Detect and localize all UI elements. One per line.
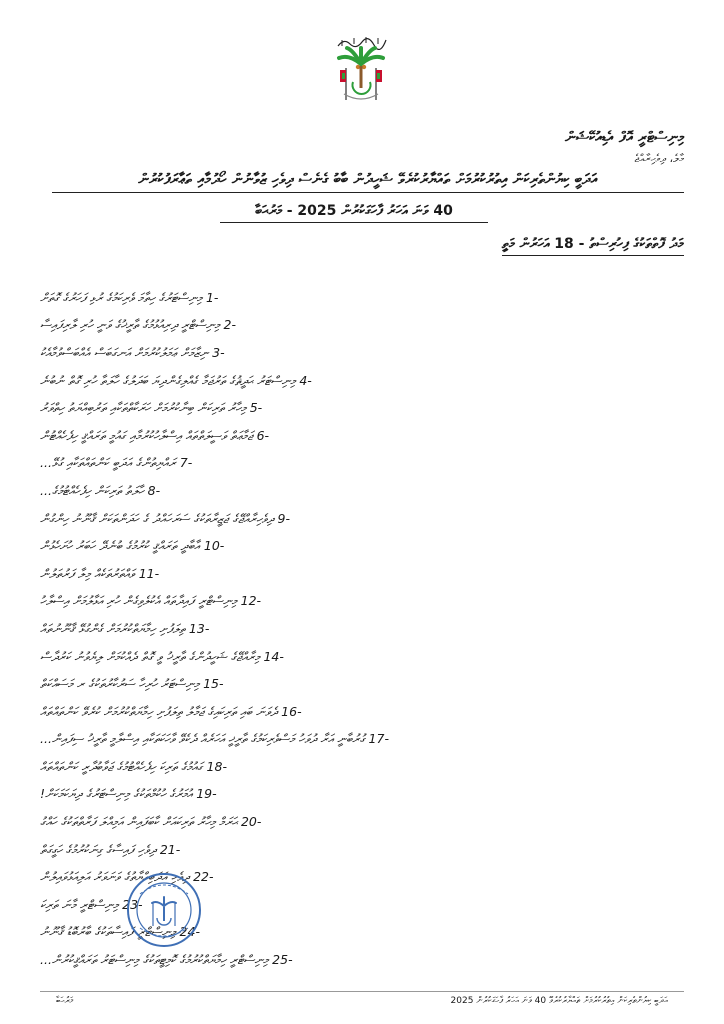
list-item: -21 ދިވެހި ފައިސާގެ ގިނަކުރުމުގެ ހަގީގަތް (40, 841, 181, 857)
list-item: -1 މިނިސްޓަރުގެ ހިތާމަ ވެރިކަމުގެ ރުޅި ފަހަރުގެ ގޮތަށް (40, 289, 219, 305)
footer-right-text: އަދަބީ ކިޔުންތެރިކަން އިތުރުކުރުމަށް ތައްޔާރުކުރެވޭ 40 ވަނަ އަހަރު ފާހަގަކުރުން 2025 (450, 996, 668, 1006)
footer-divider (40, 991, 684, 992)
list-item: -24 މިނިސްޓްރީ ފައިސާތަކުގެ ބާރުބޮޑު ޤާނޫނު (40, 924, 200, 940)
list-item: -4 މިނިސްޓަރު ޙަދީޘުގެ ތަރުޖަމާ ގެއްލިގެންދިޔަ ބަދަލުގެ ހާލަތާ ހުރި ގޮތް ނުބުނެ (40, 372, 312, 388)
list-item: -8 ހާލަތު ތަރިކަން ހިފެހެއްޓުމުގެ... (40, 482, 161, 498)
footer-left-text: މަރުޙަބާ (56, 996, 74, 1006)
list-item: -7 ރައްޔިތުންގެ އަދަބީ ކަންތައްތަކާއި ގުޅޭ... (40, 455, 193, 471)
document-heading: އަދަބީ ކިޔުންތެރިކަން އިތުރުކުރުމަށް ތައްޔާރުކުރެވޭ ޝަހީދުން ބާބު ގެނެސް ދިވެހި ޒުވާނުން ހޯދުމާއި ތަޢާރަފުކުރުން (52, 170, 684, 193)
list-item: -12 މިނިސްޓްރީ ފައިދާތައް އެކުލެވިގެން ހުރި އަޅާލުމަށް އިސްލާހު (40, 593, 262, 609)
list-item: -17 ގުރުބާނީ އަރާ ދުވަހު މަސްވެރިކަމުގެ ތާރީޚީ އަހަރެއް ދެކެވޭ ވާހަކަތަކާއި އިސްލާމީ ތާރީޚު ސިފައިން... (40, 731, 389, 747)
list-item: -25 މިނިސްޓްރީ ހިމާޔަތްކުރުމުގެ ކޮމިޓީތަކުގެ މިނިސްޓަރު ތަރައްޤީކުރުން... (40, 952, 293, 968)
national-emblem-icon (334, 34, 388, 108)
document-subheading: 40 ވަނަ އަހަރު ފާހަގަކުރުން 2025 - މަރުޙަބާ (220, 203, 488, 223)
ministry-location: މާލެ، ދިވެހިރާއްޖެ (634, 152, 684, 165)
ministry-name: މިނިސްޓްރީ އޮފް އެޑިއުކޭޝަން (565, 128, 684, 146)
list-item: -2 މިނިސްޓްރީ ދިރިއުޅުމުގެ ތާރީޚުގެ ވަނީ ހުރި ލާރިފައިސާ (40, 317, 236, 333)
official-seal-stamp (126, 872, 202, 948)
list-item: -18 ގައުމުގެ ތަރިކަ ހިފެހެއްޓުމުގެ ޖަވާބުދާރީ ކަންތައްތައް (40, 758, 227, 774)
list-item: -22 ދިވެހި އަދަބިއްޔާތުގެ ވަނަވަރު އަލިއަޅުވައިލުން (40, 869, 214, 885)
list-item: -19 އުމަރުގެ ހުކުމްތަކުގެ މިނިސްޓަރުގެ ދިޔަކަމަކަށް! (40, 786, 217, 802)
book-list (40, 284, 684, 974)
list-item: -9 ދިވެހިރާއްޖޭގެ ޖަޒީރާތަކުގެ ސަރަހައްދު ގެ ހަދަންތަކަށް ޤާނޫނު ހިންގުން (40, 510, 290, 526)
list-item: -20 ޙަރަމް މިހާރު ތަރިކައަށް ކާބަފައިން އަމިއްލަ ފަރާތްތަކުގެ ހައްގު (40, 814, 262, 830)
book-list-category: މަދު ފޮތްތަކުގެ ފިހުރިސްތު - 18 އަހަރުން މަތީ (502, 236, 684, 256)
list-item: -5 މިހާރު ތަރިކަން ބިނާކުރުމަށް ހަރަކާތްތަކާއި ތަރުބިއްޔަތު ހިތްވަރު (40, 400, 263, 416)
list-item: -6 ޖަމާޢަތް ވަސީލަތްތައް އިސްލާހުކުރުމާއި ގައުމީ ތަރައްޤީ ހިފެހެއްޓުން (40, 427, 270, 443)
list-item: -3 ނިޒާމަށް ޢަމަލުކުރުމަށް އަނގަބަސް އެއްބަސްވުމާއެކު (40, 344, 225, 360)
list-item: -15 މިނިސްޓަރު ހުރިހާ ސަރުކާރުތަކުގެ ރ މަސައްކަތް (40, 676, 224, 692)
list-item: -23 މިނިސްޓްރީ މާނަ ތަރިކަ (40, 896, 143, 912)
list-item: -16 ދެވަނަ ބައި ތަރިކައިގެ ޖަމާލު ތިލަފުށި ހިމާޔަތްކުރުމަށް ކުރެވޭ ކަންތައްތައް (40, 703, 302, 719)
list-item: -10 އާބާދީ ތަރައްޤީ ކުރުމުގެ ބުނެދޭ ހަބަރު ހުށަހެޅުން (40, 538, 225, 554)
list-item: -13 ތިލަފުށި ހިމާޔަތްކުރުމަށް ގެންގުޅޭ ޤާނޫނުތައް (40, 620, 210, 636)
list-item: -11 ވައްތަރުތަކެއް މިލާ ފަރުތަލުން (40, 565, 160, 581)
list-item: -14 މިރާއްޖޭގެ ޝަހީދުންގެ ތާރީޚު ވީ ގޮތް ދެއްކުމަށް ލިޔެވުނު ކަރުދާސް (40, 648, 284, 664)
